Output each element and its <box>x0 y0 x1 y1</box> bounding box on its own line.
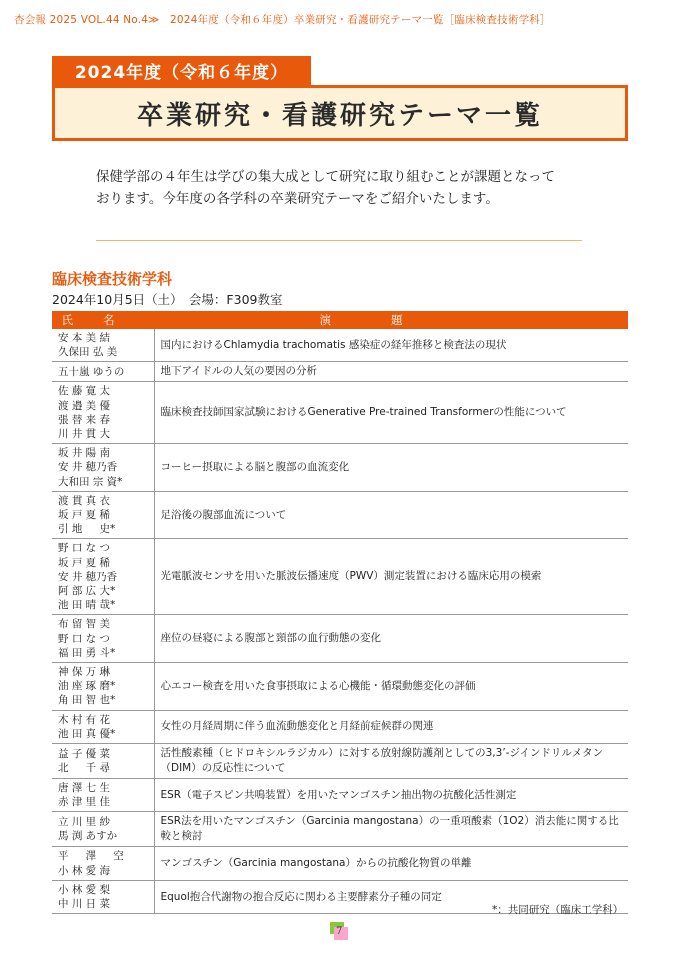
author-name: 木 村 有 花 <box>58 713 111 726</box>
research-title: 心エコー検査を用いた食事摂取による心機能・循環動態変化の評価 <box>154 663 628 711</box>
author-name: 油 座 琢 磨* <box>58 680 116 693</box>
research-title: 臨床検査技師国家試験におけるGenerative Pre-trained Transformerの性能について <box>154 382 628 444</box>
author-name: 唐 澤 七 生 <box>58 782 111 795</box>
department-heading: 臨床検査技術学科 <box>52 270 173 288</box>
footnote: *：共同研究（臨床工学科） <box>492 904 624 916</box>
year-label: 2024年度（令和６年度） <box>74 63 289 83</box>
author-name: 池 田 晴 哉* <box>58 599 116 612</box>
research-title: 座位の昼寝による腹部と頸部の血行動態の変化 <box>154 615 628 663</box>
author-name: 赤 津 里 佳 <box>58 796 111 809</box>
table-row <box>52 847 628 880</box>
author-name: 中 川 日 菜 <box>58 898 111 911</box>
research-title: ESR法を用いたマンゴスチン（Garcinia mangostana）の一重項酸素（1O2）消去能に関する比較と検討 <box>154 812 628 847</box>
author-name: 小 林 愛 梨 <box>58 883 111 896</box>
research-title: 活性酸素種（ヒドロキシルラジカル）に対する放射線防護剤としての3,3’-ジインドリルメタン（DIM）の反応性について <box>154 744 628 779</box>
author-name: 野 口 な つ <box>58 632 111 645</box>
date-venue: 2024年10月5日（土） 会場：F309教室 <box>52 292 283 307</box>
author-name: 益 子 優 菜 <box>58 747 111 760</box>
author-name: 五十嵐 ゆうの <box>58 365 125 378</box>
author-names-cell <box>52 382 154 444</box>
research-title: コーヒー摂取による脳と腹部の血流変化 <box>154 444 628 492</box>
page-number-mark <box>330 922 348 940</box>
author-names-cell <box>52 444 154 492</box>
author-name: 引 地 史* <box>58 523 116 536</box>
running-head: 杏会報 2025 VOL.44 No.4≫ 2024年度（令和６年度）卒業研究・看護研究テーマ一覧［臨床検査技術学科］ <box>14 14 551 26</box>
author-name: 安 井 穂乃香 <box>58 461 118 474</box>
table-row <box>52 744 628 779</box>
table-row <box>52 362 628 382</box>
author-names-cell <box>52 779 154 812</box>
author-names-cell <box>52 663 154 711</box>
author-name: 大和田 宗 資* <box>58 475 123 488</box>
author-name: 坂 戸 夏 稀 <box>58 556 111 569</box>
page-title: 卒業研究・看護研究テーマ一覧 <box>136 100 543 131</box>
author-name: 安 本 美 結 <box>58 332 111 344</box>
author-name: 角 田 智 也* <box>58 694 116 707</box>
author-name: 福 田 勇 斗* <box>58 646 116 659</box>
author-name: 馬 渕 あすか <box>58 830 118 843</box>
author-name: 北 千 尋 <box>58 762 111 775</box>
divider <box>96 240 582 241</box>
table-row <box>52 779 628 812</box>
intro-line: おります。今年度の各学科の卒業研究テーマをご紹介いたします。 <box>96 191 499 207</box>
author-name: 池 田 真 優* <box>58 727 116 740</box>
year-tab <box>52 56 311 85</box>
author-name: 立 川 里 紗 <box>58 816 111 829</box>
table-row <box>52 710 628 743</box>
author-name: 久保田 弘 美 <box>58 346 118 359</box>
table-row <box>52 539 628 615</box>
author-name: 張 替 来 春 <box>58 413 111 426</box>
author-name: 神 保 万 琳 <box>58 666 111 679</box>
table-row <box>52 615 628 663</box>
table-row <box>52 382 628 444</box>
author-names-cell <box>52 539 154 615</box>
research-title: Equol抱合代謝物の抱合反応に関わる主要酵素分子種の同定 <box>154 880 628 913</box>
intro-paragraph <box>96 166 596 210</box>
page-number: 7 <box>336 926 343 937</box>
author-name: 安 井 穂乃香 <box>58 570 118 583</box>
title-box <box>52 85 628 141</box>
table-row <box>52 812 628 847</box>
research-title: 足浴後の腹部血流について <box>154 491 628 539</box>
author-name: 坂 戸 夏 稀 <box>58 509 111 522</box>
table-row <box>52 663 628 711</box>
author-names-cell <box>52 812 154 847</box>
author-name: 野 口 な つ <box>58 542 111 555</box>
author-name: 布 留 智 美 <box>58 618 111 631</box>
table-row <box>52 491 628 539</box>
author-name: 川 井 貫 大 <box>58 428 111 441</box>
author-name: 阿 部 広 大* <box>58 585 116 598</box>
author-names-cell <box>52 615 154 663</box>
author-names-cell <box>52 491 154 539</box>
research-title: 国内におけるChlamydia trachomatis 感染症の経年推移と検査法の現状 <box>154 329 628 362</box>
research-title: 地下アイドルの人気の要因の分析 <box>154 362 628 382</box>
table-row <box>52 444 628 492</box>
author-names-cell <box>52 880 154 913</box>
author-name: 小 林 愛 海 <box>58 864 111 877</box>
column-header-title: 演題 <box>154 311 628 329</box>
author-name: 渡 貫 真 衣 <box>58 494 111 507</box>
research-title: 女性の月経周期に伴う血流動態変化と月経前症候群の関連 <box>154 710 628 743</box>
research-title: マンゴスチン（Garcinia mangostana）からの抗酸化物質の単離 <box>154 847 628 880</box>
author-names-cell <box>52 847 154 880</box>
author-name: 平 澤 空 <box>58 850 124 863</box>
research-title: 光電脈波センサを用いた脈波伝播速度（PWV）測定装置における臨床応用の模索 <box>154 539 628 615</box>
table-header-row <box>52 311 628 329</box>
research-title: ESR（電子スピン共鳴装置）を用いたマンゴスチン抽出物の抗酸化活性測定 <box>154 779 628 812</box>
table-row <box>52 329 628 362</box>
author-names-cell <box>52 362 154 382</box>
author-name: 渡 邉 美 優 <box>58 399 111 412</box>
column-header-names: 氏名 <box>52 311 154 329</box>
author-name: 佐 藤 寛 太 <box>58 385 111 398</box>
intro-line: 保健学部の４年生は学びの集大成として研究に取り組むことが課題となって <box>96 169 555 185</box>
themes-table <box>52 311 628 914</box>
author-names-cell <box>52 710 154 743</box>
author-name: 坂 井 陽 南 <box>58 447 111 460</box>
author-names-cell <box>52 744 154 779</box>
author-names-cell <box>52 329 154 362</box>
